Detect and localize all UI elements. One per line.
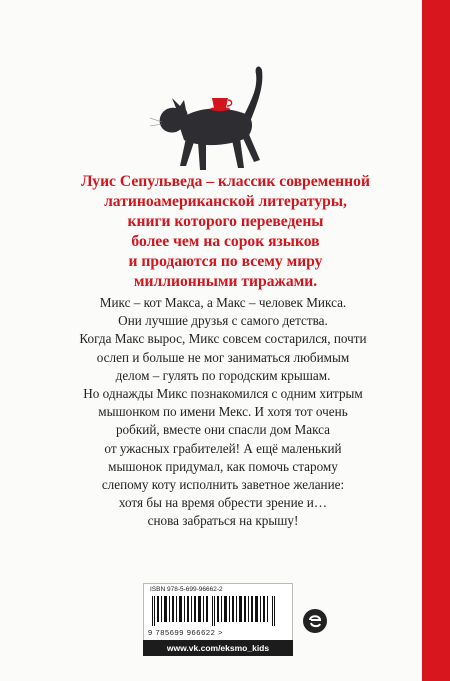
barcode-icon (152, 596, 280, 626)
red-spine-strip (422, 0, 450, 681)
isbn-label: ISBN 978-5-699-96662-2 (150, 586, 223, 593)
barcode-digits: 9 785699 966622 > (148, 628, 224, 637)
publisher-url: www.vk.com/eksmo_kids (143, 640, 293, 656)
author-blurb: Луис Сепульведа – классик современной латиноамериканской литературы, книги которого переведены более чем на сорок языков и продаются по всему миру миллионными тиражами. (81, 173, 370, 290)
book-synopsis: Микс – кот Макса, а Макс – человек Микса. Они лучшие друзья с самого детства. Когда Макс вырос, Микс совсем состарился, почти ослеп и больше не мог заниматься любимым делом – гулять по городским крышам. Но однажды Микс познакомился с одним хитрым мышонком по имени Мекс. И хотя тот очень робкий, вместе они спасли дом Макса от ужасных грабителей! А ещё маленький мышонок придумал, как помочь старому слепому коту исполнить заветное желание: хотя бы на время обрести зрение и… снова забраться на крышу! (79, 295, 367, 529)
cat-with-teacup-illustration (150, 62, 280, 182)
publisher-logo-icon (302, 608, 328, 634)
